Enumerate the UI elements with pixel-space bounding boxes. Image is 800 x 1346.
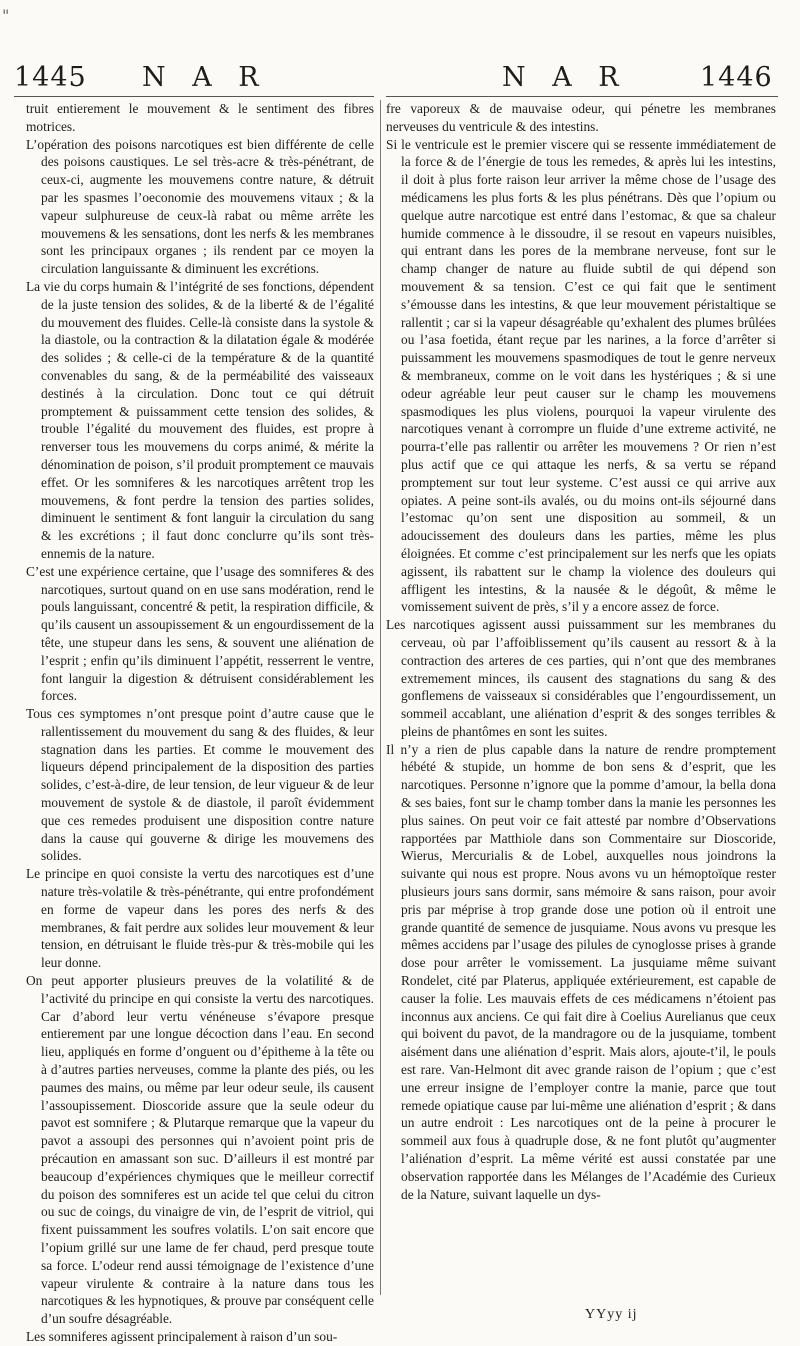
signature-mark: YYyy ij	[585, 1307, 638, 1322]
right-column	[386, 100, 776, 1295]
page-number-right: 1446	[700, 62, 773, 93]
paragraph: On peut apporter plusieurs preuves de la volatilité & de l’activité du principe en qui consiste la vertu des narcotiques. Car d’abord leur vertu vénéneuse s’évapore presque entierement par une longue décoction dans l’eau. En second lieu, appliqués en forme d’onguent ou d’épitheme à la tête ou à d’autres parties nerveuses, comme la plante des piés, ou les paumes des mains, ou même par leur odeur seule, ils causent l’assoupissement. Dioscoride assure que la seule odeur du pavot est somnifere ; & Plutarque remarque que la vapeur du pavot a assoupi des personnes qui n’avoient point pris de précaution en amassant son suc. D’ailleurs il est montré par beaucoup d’expériences chymiques que le meilleur correctif du poison des somniferes est un acide tel que celui du citron ou suc de coings, du vinaigre de vin, de l’esprit de vitriol, qui fixent puissamment les soufres volatils. L’on sait encore que l’opium grillé sur une lame de fer chaud, perd presque toute sa force. L’odeur rend aussi témoignage de l’existence d’une vapeur virulente & contraire à la nature dans tous les narcotiques & les hypnotiques, & prouve par conséquent celle d’un soufre désagréable.	[26, 973, 374, 1327]
paragraph: fre vaporeux & de mauvaise odeur, qui pénetre les membranes nerveuses du ventricule & des intestins.	[386, 101, 776, 134]
paragraph: C’est une expérience certaine, que l’usage des somniferes & des narcotiques, surtout quand on en use sans modération, rend le pouls languissant, concentré & petit, la respiration difficile, & qu’ils causent un assoupissement & un engourdissement de la tête, une stupeur dans les sens, & souvent une aliénation de l’esprit ; enfin qu’ils diminuent l’appétit, resserrent le ventre, font languir la digestion & détruisent considérablement les forces.	[26, 563, 374, 704]
corner-mark: "	[2, 6, 10, 25]
paragraph: La vie du corps humain & l’intégrité de ses fonctions, dépendent de la juste tension des solides, & de la liberté & de l’égalité du mouvement des fluides. Celle-là consiste dans la systole & la diastole, ou la contraction & la dilatation égale & modérée des solides ; & celle-ci de la température & de la quantité convenables du sang, & de la perméabilité des vaisseaux destinés à la circulation. Donc tout ce qui détruit promptement & puissamment cette tension des solides, & trouble l’égalité du mouvement des fluides, est propre à renverser tous les mouvemens du corps animé, & mérite la dénomination de poison, s’il produit promptement ce mauvais effet. Or les somniferes & les narcotiques arrêtent trop les mouvemens, & font perdre la tension des parties solides, diminuent le sentiment & font languir la circulation du sang & les excrétions ; il faut donc conclurre qu’ils sont très-ennemis de la nature.	[26, 278, 374, 561]
header-rule-left	[14, 96, 374, 97]
paragraph: Les narcotiques agissent aussi puissamment sur les membranes du cerveau, où par l’affoiblissement qu’ils causent au ressort & à la contraction des arteres de ces parties, qui n’ont que des membranes extremement minces, ils causent des stagnations du sang & des gonflemens de vaisseaux si considérables que l’engourdissement, un sommeil accablant, une aliénation d’esprit & des songes terribles & pleins de phantômes en sont les suites.	[386, 617, 776, 739]
paragraph: Les somniferes agissent principalement à raison d’un sou-	[26, 1328, 338, 1344]
running-head-right: N A R	[502, 62, 628, 93]
running-head-left: N A R	[142, 62, 268, 93]
header-rule-right	[386, 96, 778, 97]
paragraph: Il n’y a rien de plus capable dans la nature de rendre promptement hébété & stupide, un homme de bon sens & d’esprit, que les narcotiques. Personne n’ignore que la pomme d’amour, la bella dona & ses baies, font sur le champ tomber dans la manie les personnes les plus saines. On peut voir ce fait attesté par nombre d’Observations rapportées par Matthiole dans son Commentaire sur Dioscoride, Wierus, Mercurialis & de Lobel, auxquelles nous joindrons la suivante qui nous est propre. Nous avons vu un hémoptoïque rester plusieurs jours sans dormir, sans mémoire & sans raison, pour avoir pris par méprise à trop grande dose une potion où il entroit une grande quantité de semence de jusquiame. Nous avons vu presque les mêmes accidens par l’usage des pilules de cynoglosse prises à grande dose pour arrêter le vomissement. La jusquiame même suivant Rondelet, cité par Platerus, appliquée extérieurement, est capable de causer la folie. Les mauvais effets de ces médicamens n’étoient pas inconnus aux anciens. Ce qui fait dire à Coelius Aurelianus que ceux qui boivent du pavot, de la mandragore ou de la jusquiame, tombent aisément dans une aliénation d’esprit. Mais alors, ajoute-t’il, le pouls est rare. Van-Helmont dit avec grande raison de l’opium ; que c’est une erreur insigne de l’employer contre la manie, parce que tout remede opiatique cause par lui-même une aliénation d’esprit ; & dans un autre endroit : Les narcotiques ont de la peine à procurer le sommeil aux fous à quadruple dose, & ne font plutôt qu’augmenter l’aliénation d’esprit. La même vérité est aussi constatée par une observation rapportée dans les Mélanges de l’Académie des Curieux de la Nature, suivant laquelle un dys-	[386, 741, 776, 1202]
paragraph: Si le ventricule est le premier viscere qui se ressente immédiatement de la force & de l’énergie de tous les remedes, & après lui les intestins, il doit à plus forte raison leur arriver la même chose de l’usage des médicamens les plus forts & les plus pénétrans. Dès que l’opium ou quelque autre narcotique est entré dans l’estomac, & que sa chaleur humide commence à le dissoudre, il se resout en vapeurs nuisibles, qui entrant dans les pores de la membrane nerveuse, font sur le champ changer de nature au fluide subtil de qui dépend son mouvement & sa tension. C’est ce qui fait que le sentiment s’émousse dans les intestins, & que leur mouvement péristaltique se rallentit ; car si la vapeur désagréable qu’exhalent des plumes brûlées ou l’asa foetida, étant reçue par les narines, a la force d’arrêter si puissamment les mouvemens spasmodiques de tout le genre nerveux & membraneux, comme on le voit dans les hystériques ; & si une odeur agréable leur peut causer sur le champ les mouvemens spasmodiques les plus violens, pourquoi la vapeur virulente des narcotiques venant à corrompre un fluide d’une extreme activité, ne pourra-t’elle pas rallentir ou arrêter les mouvemens ? Or rien n’est plus actif que ce qui attaque les nerfs, & sa vertu se répand promptement sur tout leur systeme. C’est aussi ce qui arrive aux opiates. A peine sont-ils avalés, ou du moins ont-ils séjourné dans l’estomac qu’on sent une disposition au sommeil, & un adoucissement des douleurs dans les parties, même les plus éloignées. Et comme c’est principalement sur les nerfs que les opiats agissent, ils rabattent sur le champ la violence des douleurs qui affligent les intestins, & la nausée & le dégoût, & même le vomissement suivent de près, s’il y a encore assez de force.	[386, 136, 776, 615]
paragraph: Le principe en quoi consiste la vertu des narcotiques est d’une nature très-volatile & très-pénétrante, qui entre profondément en forme de vapeur dans les pores des nerfs & des membranes, & fait perdre aux solides leur mouvement & leur tension, en détruisant le fluide très-pur & très-mobile qui les leur donne.	[26, 866, 374, 971]
left-column	[26, 100, 374, 1344]
paragraph: Tous ces symptomes n’ont presque point d’autre cause que le rallentissement du mouvement du sang & des fluides, & leur stagnation dans les parties. Et comme le mouvement des liqueurs dépend principalement de la disposition des parties solides, c’est-à-dire, de leur tension, de leur vigueur & de leur mouvement de systole & de diastole, il paroît évidemment que ces remedes produisent une disposition contre nature dans la cause qui gouverne & dirige les mouvemens des solides.	[26, 706, 374, 864]
page-number-left: 1445	[14, 62, 87, 93]
paragraph: truit entierement le mouvement & le sentiment des fibres motrices.	[26, 101, 374, 134]
paragraph: L’opération des poisons narcotiques est bien différente de celle des poisons caustiques. Le sel très-acre & très-pénétrant, de ceux-ci, augmente les mouvemens contre nature, & détruit par les spasmes l’oeconomie des mouvemens vitaux ; & la vapeur sulphureuse de ceux-là rabat ou même arrête les mouvemens & les sensations, dont les nerfs & les membranes sont les principaux organes ; ils rendent par ce moyen la circulation languissante & diminuent les excrétions.	[26, 136, 374, 277]
column-divider	[380, 100, 381, 1295]
